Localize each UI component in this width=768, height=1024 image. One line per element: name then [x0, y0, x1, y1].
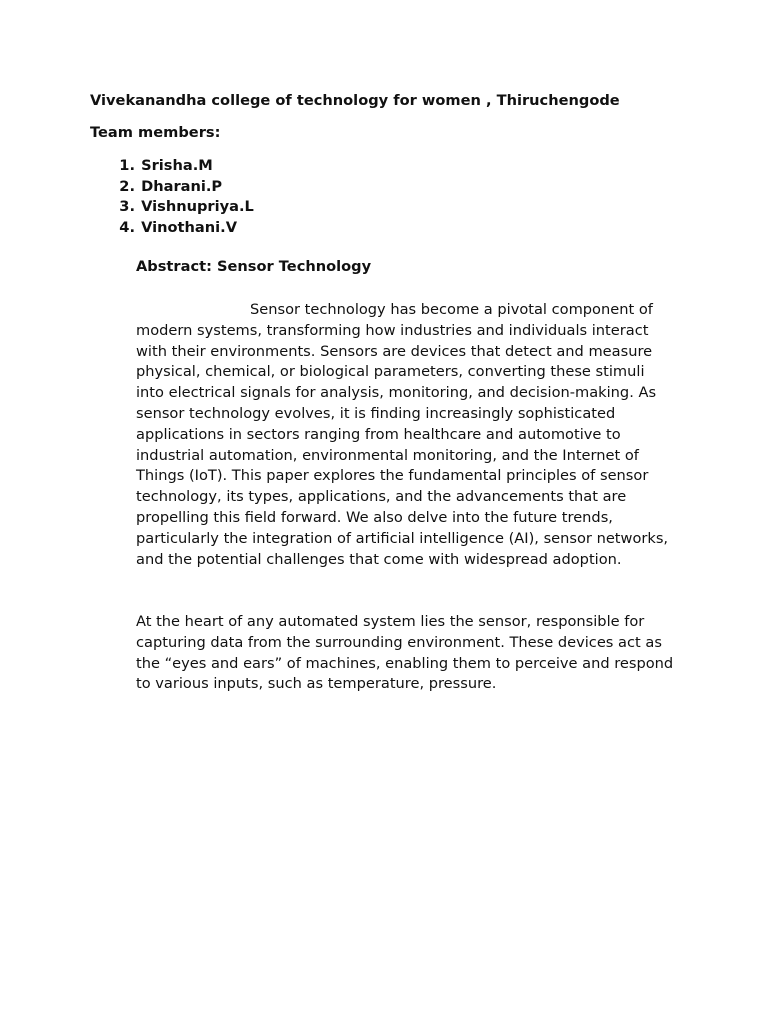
abstract-title: Abstract: Sensor Technology [136, 258, 372, 275]
member-name: Srisha.M [141, 157, 213, 174]
team-members-list [90, 156, 254, 239]
list-number: 2. [119, 177, 135, 195]
list-item [90, 218, 254, 239]
list-item [90, 177, 254, 198]
abstract-paragraph: Sensor technology has become a pivotal component of modern systems, transforming how industries and individuals interact with their environments. Sensors are devices that detect and measure physical, chemical, or biological parameters, converting these stimuli into electrical signals for analysis, monitoring, and decision-making. As sensor technology evolves, it is finding increasingly sophisticated applications in sectors ranging from healthcare and automotive to industrial automation, environmental monitoring, and the Internet of Things (IoT). This paper explores the fundamental principles of sensor technology, its types, applications, and the advancements that are propelling this field forward. We also delve into the future trends, particularly the integration of artificial intelligence (AI), sensor networks, and the potential challenges that come with widespread adoption. [136, 301, 669, 568]
team-members-heading: Team members: [90, 124, 221, 141]
member-name: Dharani.P [141, 177, 223, 195]
member-name: Vinothani.V [141, 219, 237, 237]
list-number: 4. [119, 219, 135, 237]
list-number: 3. [119, 198, 135, 216]
member-name: Vishnupriya.L [141, 198, 254, 216]
college-name: Vivekanandha college of technology for women , Thiruchengode [90, 92, 620, 109]
list-item [90, 156, 254, 177]
body-paragraph: At the heart of any automated system lies the sensor, responsible for capturing data from the surrounding environment. These devices act as the “eyes and ears” of machines, enabling them to perceive and respond to various inputs, such as temperature, pressure. [136, 613, 674, 693]
list-number: 1. [119, 157, 135, 174]
list-item [90, 197, 254, 218]
